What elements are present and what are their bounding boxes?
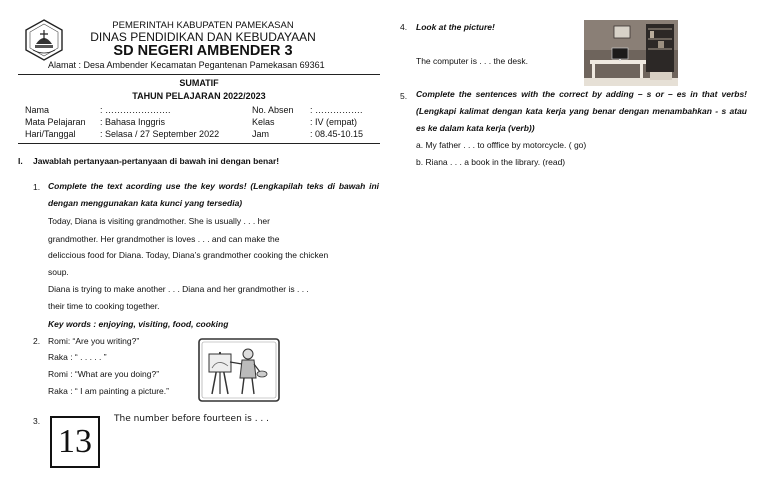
nama-value: : ………………….	[100, 105, 171, 115]
info-divider	[18, 143, 380, 144]
q3-number: 3.	[33, 416, 41, 426]
q4-heading: Look at the picture!	[416, 22, 495, 32]
q5-item-a: a. My father . . . to offfice by motorcycle. ( go)	[416, 140, 587, 150]
q5-item-b: b. Riana . . . a book in the library. (read)	[416, 157, 566, 167]
header-divider	[18, 74, 380, 75]
q1-number: 1.	[33, 182, 41, 192]
nama-label: Nama	[25, 105, 50, 115]
absen-label: No. Absen	[252, 105, 294, 115]
q1-keywords: Key words : enjoying, visiting, food, cooking	[48, 319, 229, 329]
q1-line-5: Diana is trying to make another . . . Diana and her grandmother is . . .	[48, 284, 309, 294]
mapel-value: : Bahasa Inggris	[100, 117, 166, 127]
q2-line-4: Raka : “ I am painting a picture.”	[48, 386, 169, 396]
q1-instruction: Complete the text acording use the key words! (Lengkapilah teks di bawah ini dengan menggunakan kata kunci yang tersedia)	[48, 181, 379, 208]
computer-room-icon	[584, 20, 678, 86]
doc-year: TAHUN PELAJARAN 2022/2023	[132, 91, 266, 101]
jam-label: Jam	[252, 129, 270, 139]
q4-number: 4.	[400, 22, 408, 32]
section-heading: Jawablah pertanyaan-pertanyaan di bawah ini dengan benar!	[33, 156, 280, 166]
q1-line-3: deliccious food for Diana. Today, Diana’s grandmother cooking the chicken	[48, 250, 329, 260]
q1-line-2: grandmother. Her grandmother is loves . . . and can make the	[48, 234, 280, 244]
header-gov: PEMERINTAH KABUPATEN PAMEKASAN	[112, 20, 294, 31]
q1-line-1: Today, Diana is visiting grandmother. She is usually . . . her	[48, 216, 270, 226]
q1-line-4: soup.	[48, 267, 69, 277]
kelas-label: Kelas	[252, 117, 275, 127]
q2-line-1: Romi: “Are you writing?”	[48, 336, 140, 346]
header-school: SD NEGERI AMBENDER 3	[113, 43, 293, 59]
kelas-value: : IV (empat)	[310, 117, 358, 127]
school-crest-icon	[22, 18, 66, 62]
q1-line-6: their time to cooking together.	[48, 301, 160, 311]
q4-text: The computer is . . . the desk.	[416, 56, 528, 66]
q5-number: 5.	[400, 91, 408, 101]
hari-label: Hari/Tanggal	[25, 129, 76, 139]
q2-line-3: Romi : “What are you doing?”	[48, 369, 160, 379]
header-address: Alamat : Desa Ambender Kecamatan Pegantenan Pamekasan 69361	[48, 60, 325, 70]
absen-value: : …………….	[310, 105, 363, 115]
painter-at-easel-icon	[198, 338, 280, 402]
q5-instruction: Complete the sentences with the correct by adding – s or – es in that verbs! (Lengkapi kalimat dengan kata kerja yang benar dengan menambahkan - s atau es ke dalam kata kerja (verb))	[416, 89, 747, 133]
q2-number: 2.	[33, 336, 41, 346]
number-card: 13	[50, 416, 100, 468]
q3-text: The number before fourteen is . . .	[114, 414, 270, 424]
mapel-label: Mata Pelajaran	[25, 117, 86, 127]
header-dept: DINAS PENDIDIKAN DAN KEBUDAYAAN	[90, 30, 316, 44]
doc-title: SUMATIF	[179, 78, 219, 88]
jam-value: : 08.45-10.15	[310, 129, 364, 139]
q2-line-2: Raka : “ . . . . . ”	[48, 352, 107, 362]
section-number: I.	[18, 156, 23, 166]
hari-value: : Selasa / 27 September 2022	[100, 129, 220, 139]
